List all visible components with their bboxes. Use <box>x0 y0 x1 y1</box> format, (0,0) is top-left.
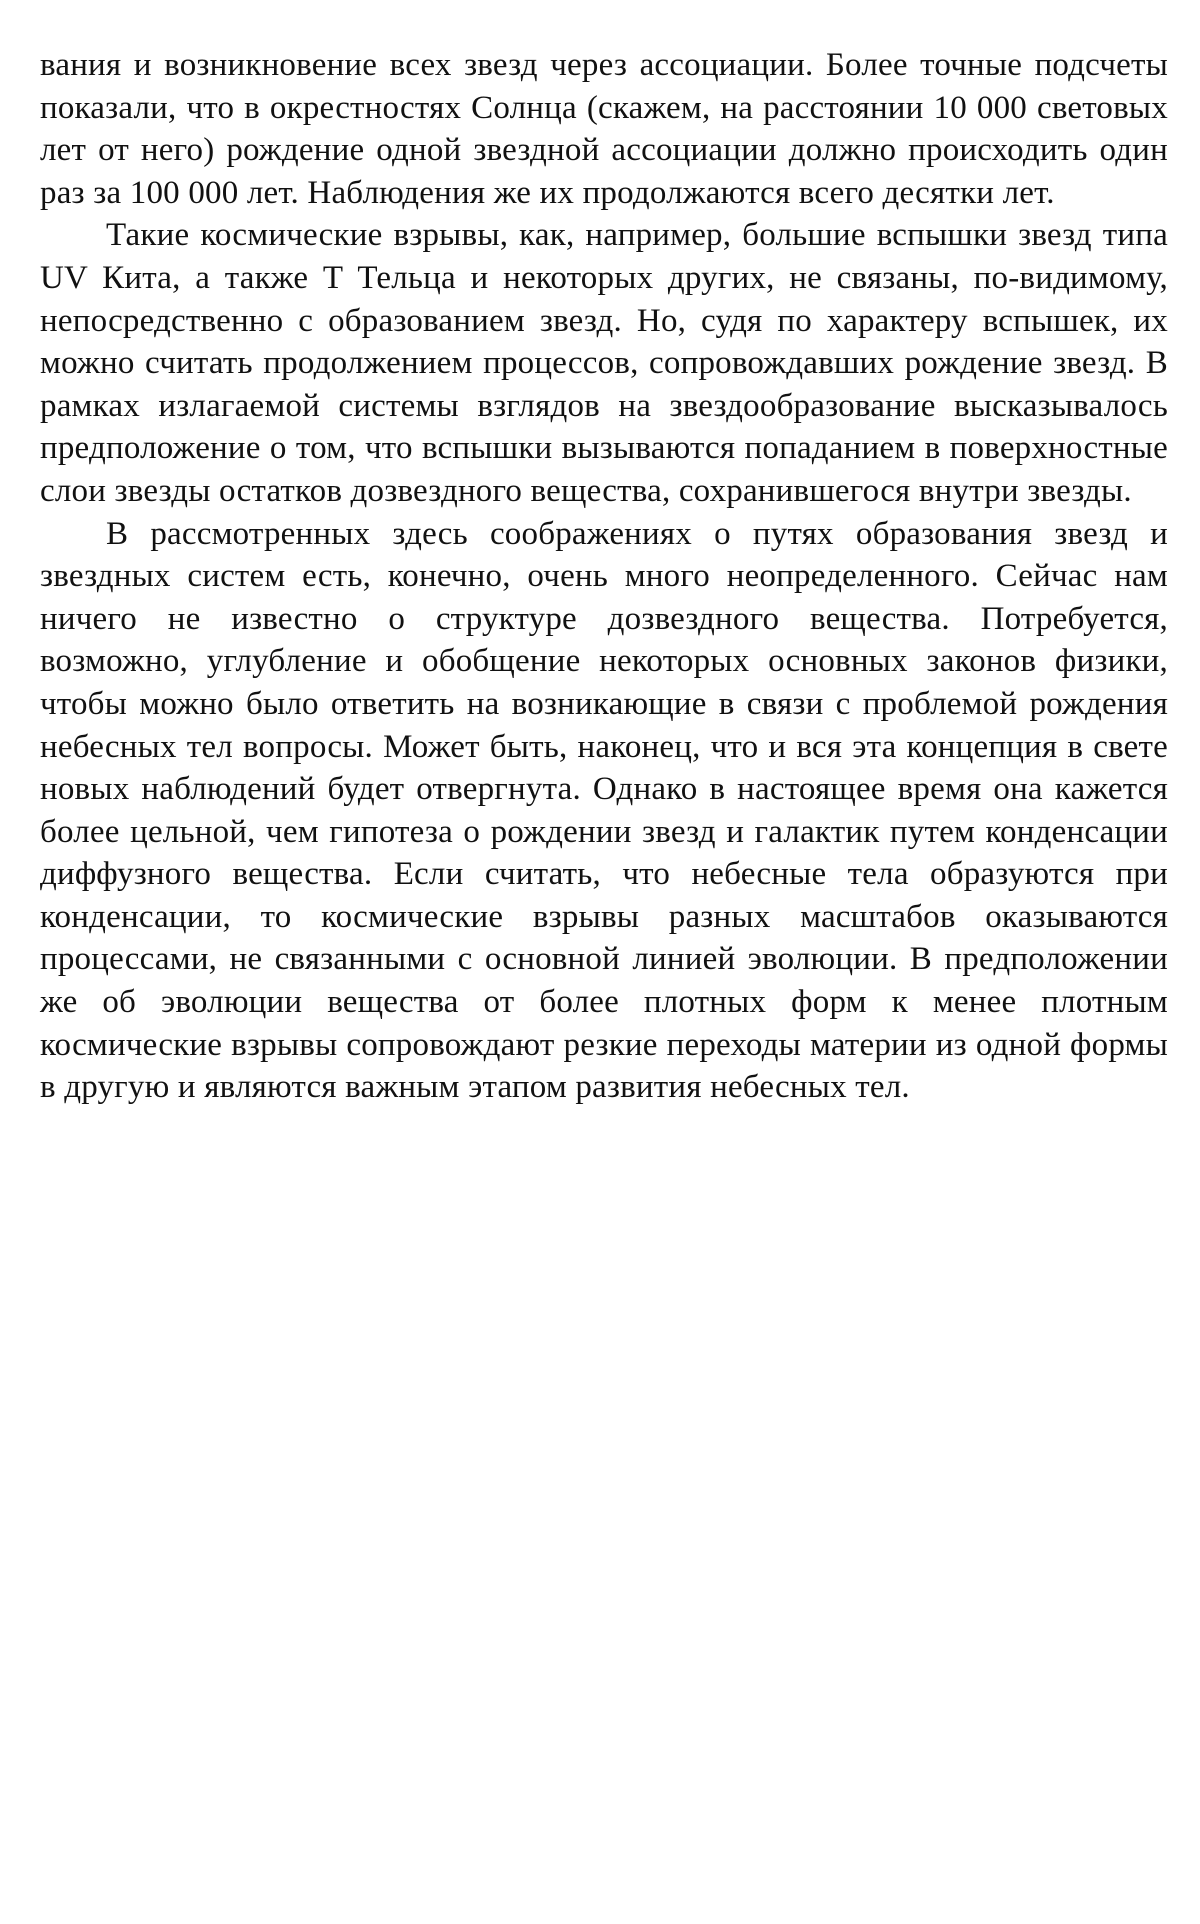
paragraph-1: вания и возникновение всех звезд через ассоциации. Более точные подсчеты показали, что в окрестностях Солнца (скажем, на расстоянии 10 000 световых лет от него) рождение одной звездной ассоциации должно происходить один раз за 100 000 лет. Наблюдения же их продолжаются всего десятки лет. <box>40 47 1168 211</box>
paragraph-2: Такие космические взрывы, как, например, большие вспышки звезд типа UV Кита, а также T Тельца и некоторых других, не связаны, по-видимому, непосредственно с образованием звезд. Но, судя по характеру вспышек, их можно считать продолжением процессов, сопровождавших рождение звезд. В рамках излагаемой системы взглядов на звездообразование высказывалось предположение о том, что вспышки вызываются попаданием в поверхностные слои звезды остатков дозвездного вещества, сохранившегося внутри звезды. <box>40 217 1168 509</box>
body-text <box>40 44 1168 1109</box>
paragraph-3: В рассмотренных здесь соображениях о путях образования звезд и звездных систем есть, конечно, очень много неопределенного. Сейчас нам ничего не известно о структуре дозвездного вещества. Потребуется, возможно, углубление и обобщение некоторых основных законов физики, чтобы можно было ответить на возникающие в связи с проблемой рождения небесных тел вопросы. Может быть, наконец, что и вся эта концепция в свете новых наблюдений будет отвергнута. Однако в настоящее время она кажется более цельной, чем гипотеза о рождении звезд и галактик путем конденсации диффузного вещества. Если считать, что небесные тела образуются при конденсации, то космические взрывы разных масштабов оказываются процессами, не связанными с основной линией эволюции. В предположении же об эволюции вещества от более плотных форм к менее плотным космические взрывы сопровождают резкие переходы материи из одной формы в другую и являются важным этапом развития небесных тел. <box>40 515 1168 1106</box>
